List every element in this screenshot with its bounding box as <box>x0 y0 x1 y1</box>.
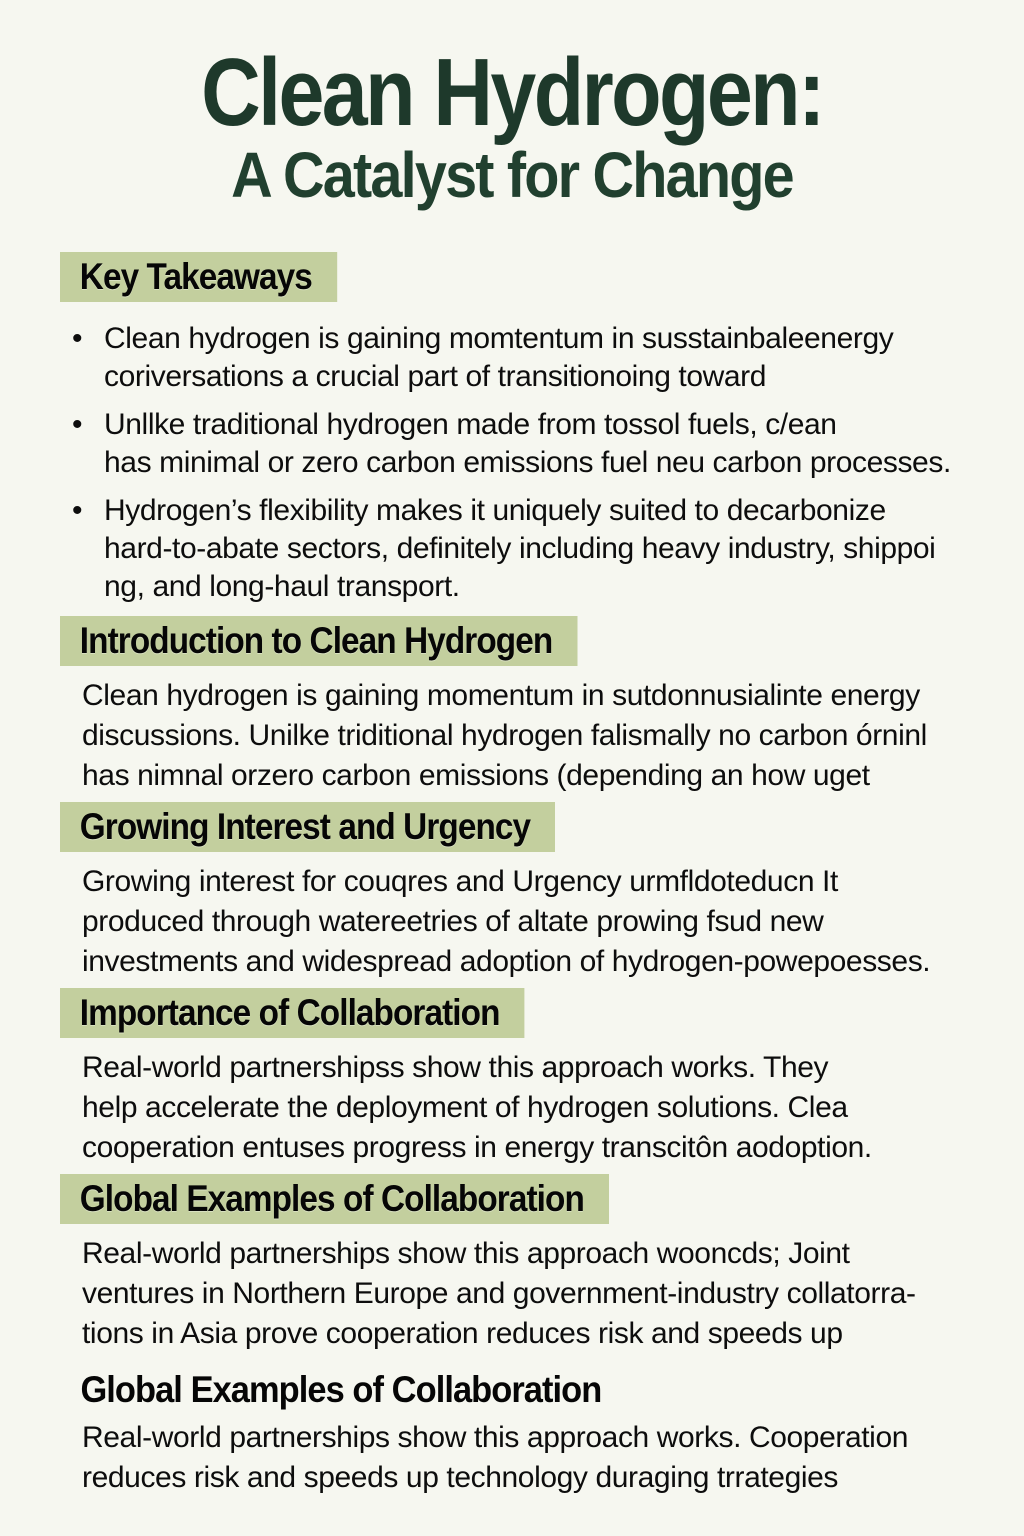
section-header-introduction: Introduction to Clean Hydrogen <box>60 616 577 666</box>
paragraph-line: help accelerate the deployment of hydrogen solutions. Clea <box>82 1091 848 1124</box>
section-header-row <box>60 252 994 302</box>
section-header-global-examples: Global Examples of Collaboration <box>60 1174 609 1224</box>
global-examples-plain-paragraph <box>60 1418 994 1498</box>
paragraph-line: has nimnal orzero carbon emissions (depending an how uget <box>82 759 870 792</box>
section-header-importance: Importance of Collaboration <box>60 988 525 1038</box>
paragraph-line: investments and widespread adoption of hydrogen-powepoesses. <box>82 945 931 978</box>
paragraph-line: Growing interest for couqres and Urgency urmfldoteducn It <box>82 865 838 898</box>
bullet-line: Clean hydrogen is gaining momtentum in susstainbaleenergy <box>104 322 894 355</box>
section-header-global-examples-plain: Global Examples of Collaboration <box>80 1369 602 1410</box>
section-header-key-takeaways: Key Takeaways <box>60 252 337 302</box>
section-header-row <box>60 802 994 852</box>
bullet-item <box>72 406 994 482</box>
bullet-line: coriversations a crucial part of transitionoing toward <box>104 360 767 393</box>
bullet-line: ng, and long-haul transport. <box>104 570 460 603</box>
paragraph-line: produced through watereetries of altate prowing fsud new <box>82 905 824 938</box>
section-header-row <box>60 988 994 1038</box>
bullet-line: Unllke traditional hydrogen made from tossol fuels, c/ean <box>104 408 837 441</box>
paragraph-line: Real-world partnerships show this approach works. Cooperation <box>82 1421 909 1454</box>
bullet-line: has minimal or zero carbon emissions fuel neu carbon processes. <box>104 446 951 479</box>
growing-interest-paragraph <box>60 862 994 982</box>
bullet-icon: • <box>72 494 83 527</box>
paragraph-line: tions in Asia prove cooperation reduces risk and speeds up <box>82 1317 843 1350</box>
key-takeaways-bullet-list <box>60 320 994 606</box>
paragraph-line: reduces risk and speeds up technology duraging trrategies <box>82 1461 839 1494</box>
introduction-paragraph <box>60 676 994 796</box>
paragraph-line: ventures in Northern Europe and government-industry collatorra- <box>82 1277 916 1310</box>
bullet-item <box>72 492 994 606</box>
bullet-icon: • <box>72 408 83 441</box>
title-block <box>0 0 1024 211</box>
bullet-item <box>72 320 994 396</box>
section-header-row <box>60 616 994 666</box>
importance-paragraph <box>60 1048 994 1168</box>
paragraph-line: cooperation entuses progress in energy transcitôn aodoption. <box>82 1131 872 1164</box>
paragraph-line: Real-world partnerships show this approach wooncds; Joint <box>82 1237 850 1270</box>
bullet-icon: • <box>72 322 83 355</box>
paragraph-line: discussions. Unilke triditional hydrogen falismally no carbon órninl <box>82 719 927 752</box>
page-title: Clean Hydrogen: <box>201 39 823 146</box>
page-subtitle: A Catalyst for Change <box>231 139 793 211</box>
global-examples-paragraph <box>60 1234 994 1354</box>
content-column <box>0 252 1024 1498</box>
paragraph-line: Clean hydrogen is gaining momentum in sutdonnusialinte energy <box>82 679 920 712</box>
section-header-row <box>60 1174 994 1224</box>
section-header-growing-interest: Growing Interest and Urgency <box>60 802 555 852</box>
paragraph-line: Real-world partnershipss show this approach works. They <box>82 1051 829 1084</box>
bullet-line: hard-to-abate sectors, definitely including heavy industry, shippoi <box>104 532 936 565</box>
bullet-line: Hydrogen’s flexibility makes it uniquely suited to decarbonize <box>104 494 886 527</box>
